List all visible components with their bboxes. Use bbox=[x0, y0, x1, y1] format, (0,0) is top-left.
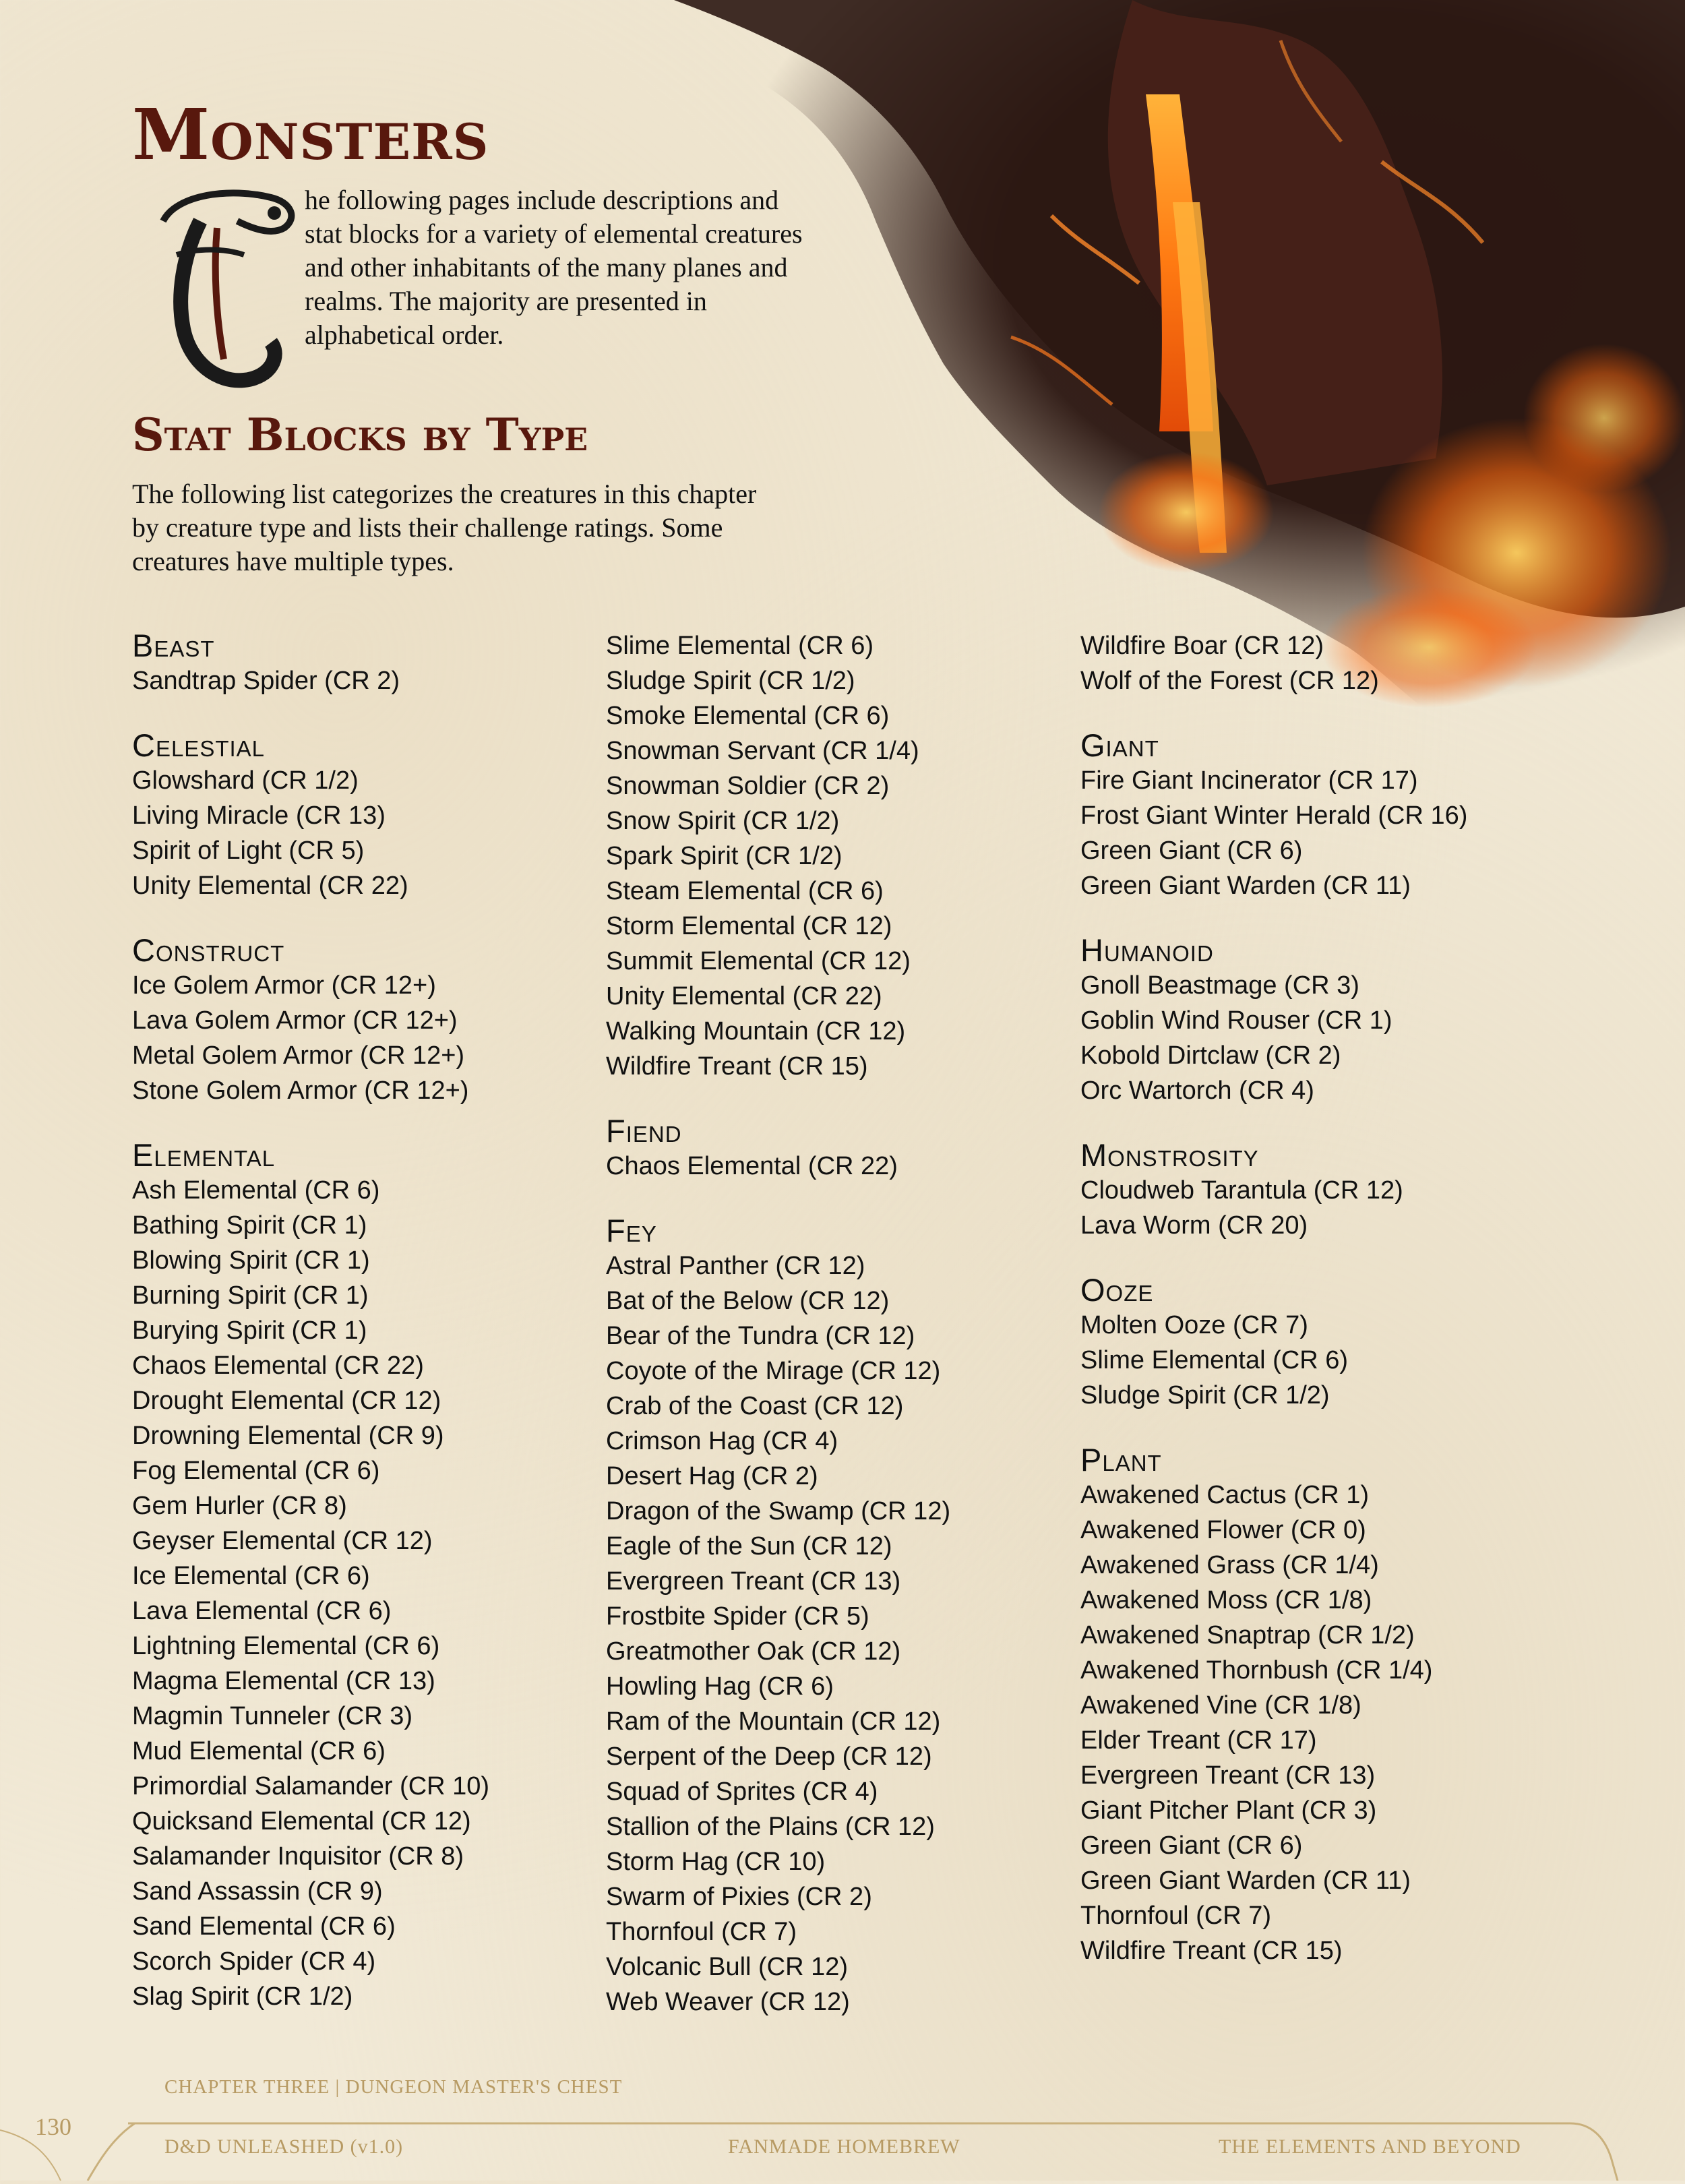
list-item: Quicksand Elemental (CR 12) bbox=[132, 1807, 471, 1836]
list-item: Snowman Servant (CR 1/4) bbox=[606, 737, 919, 765]
section-description: The following list categorizes the creatures in this chapter by creature type and lists their challenge ratings. Some creatures have multiple types. bbox=[132, 479, 757, 576]
list-item: Orc Wartorch (CR 4) bbox=[1080, 1076, 1314, 1105]
group-heading: Plant bbox=[1080, 1442, 1162, 1478]
group-heading: Ooze bbox=[1080, 1272, 1154, 1308]
group-giant bbox=[1080, 728, 1539, 903]
group-heading: Humanoid bbox=[1080, 932, 1214, 968]
list-item: Glowshard (CR 1/2) bbox=[132, 766, 359, 795]
list-item: Molten Ooze (CR 7) bbox=[1080, 1311, 1308, 1339]
group-fey-continued bbox=[1080, 628, 1539, 698]
page-title: Monsters bbox=[132, 93, 489, 176]
group-heading: Fey bbox=[606, 1213, 657, 1248]
intro-paragraph: he following pages include descriptions and stat blocks for a variety of elemental creatures and other inhabitants of the many planes and realms. The majority are presented in alphabetical order. bbox=[305, 185, 803, 350]
group-heading: Giant bbox=[1080, 727, 1159, 763]
group-monstrosity bbox=[1080, 1138, 1539, 1243]
list-item: Sandtrap Spider (CR 2) bbox=[132, 667, 400, 695]
list-item: Awakened Vine (CR 1/8) bbox=[1080, 1691, 1361, 1720]
list-item: Elder Treant (CR 17) bbox=[1080, 1726, 1317, 1755]
list-item: Steam Elemental (CR 6) bbox=[606, 877, 884, 905]
list-item: Ice Golem Armor (CR 12+) bbox=[132, 971, 436, 1000]
list-item: Lightning Elemental (CR 6) bbox=[132, 1632, 440, 1660]
group-heading: Beast bbox=[132, 628, 215, 663]
list-item: Bear of the Tundra (CR 12) bbox=[606, 1322, 915, 1350]
group-elemental bbox=[132, 1138, 590, 2014]
list-item: Frost Giant Winter Herald (CR 16) bbox=[1080, 801, 1468, 830]
list-item: Volcanic Bull (CR 12) bbox=[606, 1953, 849, 1981]
list-item: Slime Elemental (CR 6) bbox=[1080, 1346, 1348, 1374]
list-item: Storm Elemental (CR 12) bbox=[606, 912, 892, 940]
list-item: Smoke Elemental (CR 6) bbox=[606, 702, 890, 730]
group-beast bbox=[132, 628, 590, 698]
list-item: Sludge Spirit (CR 1/2) bbox=[1080, 1381, 1330, 1409]
list-item: Burning Spirit (CR 1) bbox=[132, 1281, 369, 1310]
group-humanoid bbox=[1080, 933, 1539, 1108]
footer-right-label: THE ELEMENTS AND BEYOND bbox=[1219, 2135, 1521, 2158]
list-item: Unity Elemental (CR 22) bbox=[606, 982, 882, 1010]
list-item: Burying Spirit (CR 1) bbox=[132, 1316, 367, 1345]
list-item: Squad of Sprites (CR 4) bbox=[606, 1778, 878, 1806]
list-item: Spirit of Light (CR 5) bbox=[132, 837, 365, 865]
list-item: Evergreen Treant (CR 13) bbox=[1080, 1761, 1376, 1790]
list-item: Awakened Snaptrap (CR 1/2) bbox=[1080, 1621, 1415, 1649]
group-elemental-continued bbox=[606, 628, 1064, 1084]
list-item: Spark Spirit (CR 1/2) bbox=[606, 842, 842, 870]
list-item: Dragon of the Swamp (CR 12) bbox=[606, 1497, 951, 1525]
list-item: Living Miracle (CR 13) bbox=[132, 801, 386, 830]
list-item: Lava Worm (CR 20) bbox=[1080, 1211, 1308, 1240]
list-item: Walking Mountain (CR 12) bbox=[606, 1017, 906, 1045]
list-item: Unity Elemental (CR 22) bbox=[132, 872, 408, 900]
list-item: Crab of the Coast (CR 12) bbox=[606, 1392, 904, 1420]
group-plant bbox=[1080, 1443, 1539, 1968]
list-item: Bat of the Below (CR 12) bbox=[606, 1287, 890, 1315]
list-item: Coyote of the Mirage (CR 12) bbox=[606, 1357, 941, 1385]
list-item: Giant Pitcher Plant (CR 3) bbox=[1080, 1796, 1377, 1825]
list-item: Web Weaver (CR 12) bbox=[606, 1988, 850, 2016]
list-item: Drought Elemental (CR 12) bbox=[132, 1387, 441, 1415]
footer-chapter: CHAPTER THREE | DUNGEON MASTER'S CHEST bbox=[164, 2076, 623, 2098]
column-1 bbox=[132, 628, 590, 2014]
list-item: Eagle of the Sun (CR 12) bbox=[606, 1532, 892, 1560]
list-item: Salamander Inquisitor (CR 8) bbox=[132, 1842, 464, 1871]
list-item: Fog Elemental (CR 6) bbox=[132, 1457, 380, 1485]
list-item: Stone Golem Armor (CR 12+) bbox=[132, 1076, 469, 1105]
group-fey bbox=[606, 1213, 1064, 2020]
group-fiend bbox=[606, 1114, 1064, 1184]
list-item: Slime Elemental (CR 6) bbox=[606, 632, 874, 660]
group-heading: Elemental bbox=[132, 1137, 276, 1173]
list-item: Lava Golem Armor (CR 12+) bbox=[132, 1006, 458, 1035]
drop-cap-letter bbox=[136, 181, 305, 396]
footer-book-title: D&D UNLEASHED (v1.0) bbox=[164, 2135, 404, 2158]
list-item: Wildfire Treant (CR 15) bbox=[606, 1052, 868, 1081]
list-item: Snow Spirit (CR 1/2) bbox=[606, 807, 840, 835]
page-number: 130 bbox=[35, 2113, 71, 2140]
column-3 bbox=[1080, 628, 1539, 1968]
list-item: Magmin Tunneler (CR 3) bbox=[132, 1702, 413, 1730]
list-item: Magma Elemental (CR 13) bbox=[132, 1667, 435, 1695]
list-item: Primordial Salamander (CR 10) bbox=[132, 1772, 490, 1800]
group-heading: Construct bbox=[132, 932, 285, 968]
list-item: Astral Panther (CR 12) bbox=[606, 1252, 865, 1280]
list-item: Gem Hurler (CR 8) bbox=[132, 1492, 347, 1520]
list-item: Fire Giant Incinerator (CR 17) bbox=[1080, 766, 1418, 795]
group-celestial bbox=[132, 728, 590, 903]
list-item: Green Giant (CR 6) bbox=[1080, 1831, 1303, 1860]
list-item: Metal Golem Armor (CR 12+) bbox=[132, 1041, 465, 1070]
group-ooze bbox=[1080, 1273, 1539, 1413]
list-item: Serpent of the Deep (CR 12) bbox=[606, 1742, 932, 1771]
list-item: Green Giant (CR 6) bbox=[1080, 837, 1303, 865]
list-item: Wolf of the Forest (CR 12) bbox=[1080, 667, 1379, 695]
list-item: Kobold Dirtclaw (CR 2) bbox=[1080, 1041, 1341, 1070]
list-item: Desert Hag (CR 2) bbox=[606, 1462, 818, 1490]
group-heading: Monstrosity bbox=[1080, 1137, 1259, 1173]
list-item: Ram of the Mountain (CR 12) bbox=[606, 1707, 941, 1736]
footer-center-label: FANMADE HOMEBREW bbox=[728, 2135, 960, 2158]
list-item: Awakened Thornbush (CR 1/4) bbox=[1080, 1656, 1433, 1685]
list-item: Geyser Elemental (CR 12) bbox=[132, 1527, 433, 1555]
list-item: Bathing Spirit (CR 1) bbox=[132, 1211, 367, 1240]
group-heading: Celestial bbox=[132, 727, 266, 763]
list-item: Blowing Spirit (CR 1) bbox=[132, 1246, 370, 1275]
list-item: Gnoll Beastmage (CR 3) bbox=[1080, 971, 1359, 1000]
group-heading: Fiend bbox=[606, 1113, 682, 1149]
list-item: Sand Assassin (CR 9) bbox=[132, 1877, 383, 1906]
list-item: Thornfoul (CR 7) bbox=[606, 1918, 797, 1946]
list-item: Sand Elemental (CR 6) bbox=[132, 1912, 396, 1941]
list-item: Ash Elemental (CR 6) bbox=[132, 1176, 380, 1205]
list-item: Greatmother Oak (CR 12) bbox=[606, 1637, 901, 1666]
list-item: Awakened Grass (CR 1/4) bbox=[1080, 1551, 1379, 1579]
list-item: Green Giant Warden (CR 11) bbox=[1080, 1867, 1411, 1895]
list-item: Wildfire Treant (CR 15) bbox=[1080, 1937, 1343, 1965]
list-item: Awakened Flower (CR 0) bbox=[1080, 1516, 1366, 1544]
list-item: Ice Elemental (CR 6) bbox=[132, 1562, 370, 1590]
list-item: Swarm of Pixies (CR 2) bbox=[606, 1883, 872, 1911]
list-item: Chaos Elemental (CR 22) bbox=[606, 1152, 898, 1180]
list-item: Stallion of the Plains (CR 12) bbox=[606, 1813, 935, 1841]
list-item: Scorch Spider (CR 4) bbox=[132, 1947, 376, 1976]
list-item: Evergreen Treant (CR 13) bbox=[606, 1567, 901, 1596]
list-item: Mud Elemental (CR 6) bbox=[132, 1737, 386, 1765]
list-item: Snowman Soldier (CR 2) bbox=[606, 772, 890, 800]
list-item: Awakened Moss (CR 1/8) bbox=[1080, 1586, 1372, 1614]
list-item: Slag Spirit (CR 1/2) bbox=[132, 1982, 353, 2011]
group-construct bbox=[132, 933, 590, 1108]
list-item: Storm Hag (CR 10) bbox=[606, 1848, 826, 1876]
section-title: Stat Blocks by Type bbox=[132, 408, 588, 461]
list-item: Green Giant Warden (CR 11) bbox=[1080, 872, 1411, 900]
list-item: Cloudweb Tarantula (CR 12) bbox=[1080, 1176, 1403, 1205]
column-2 bbox=[606, 628, 1064, 2020]
list-item: Awakened Cactus (CR 1) bbox=[1080, 1481, 1370, 1509]
list-item: Wildfire Boar (CR 12) bbox=[1080, 632, 1324, 660]
list-item: Drowning Elemental (CR 9) bbox=[132, 1422, 444, 1450]
list-item: Summit Elemental (CR 12) bbox=[606, 947, 911, 975]
list-item: Howling Hag (CR 6) bbox=[606, 1672, 834, 1701]
list-item: Sludge Spirit (CR 1/2) bbox=[606, 667, 855, 695]
list-item: Chaos Elemental (CR 22) bbox=[132, 1352, 424, 1380]
list-item: Frostbite Spider (CR 5) bbox=[606, 1602, 869, 1631]
list-item: Crimson Hag (CR 4) bbox=[606, 1427, 838, 1455]
list-item: Lava Elemental (CR 6) bbox=[132, 1597, 392, 1625]
list-item: Thornfoul (CR 7) bbox=[1080, 1902, 1271, 1930]
list-item: Goblin Wind Rouser (CR 1) bbox=[1080, 1006, 1392, 1035]
